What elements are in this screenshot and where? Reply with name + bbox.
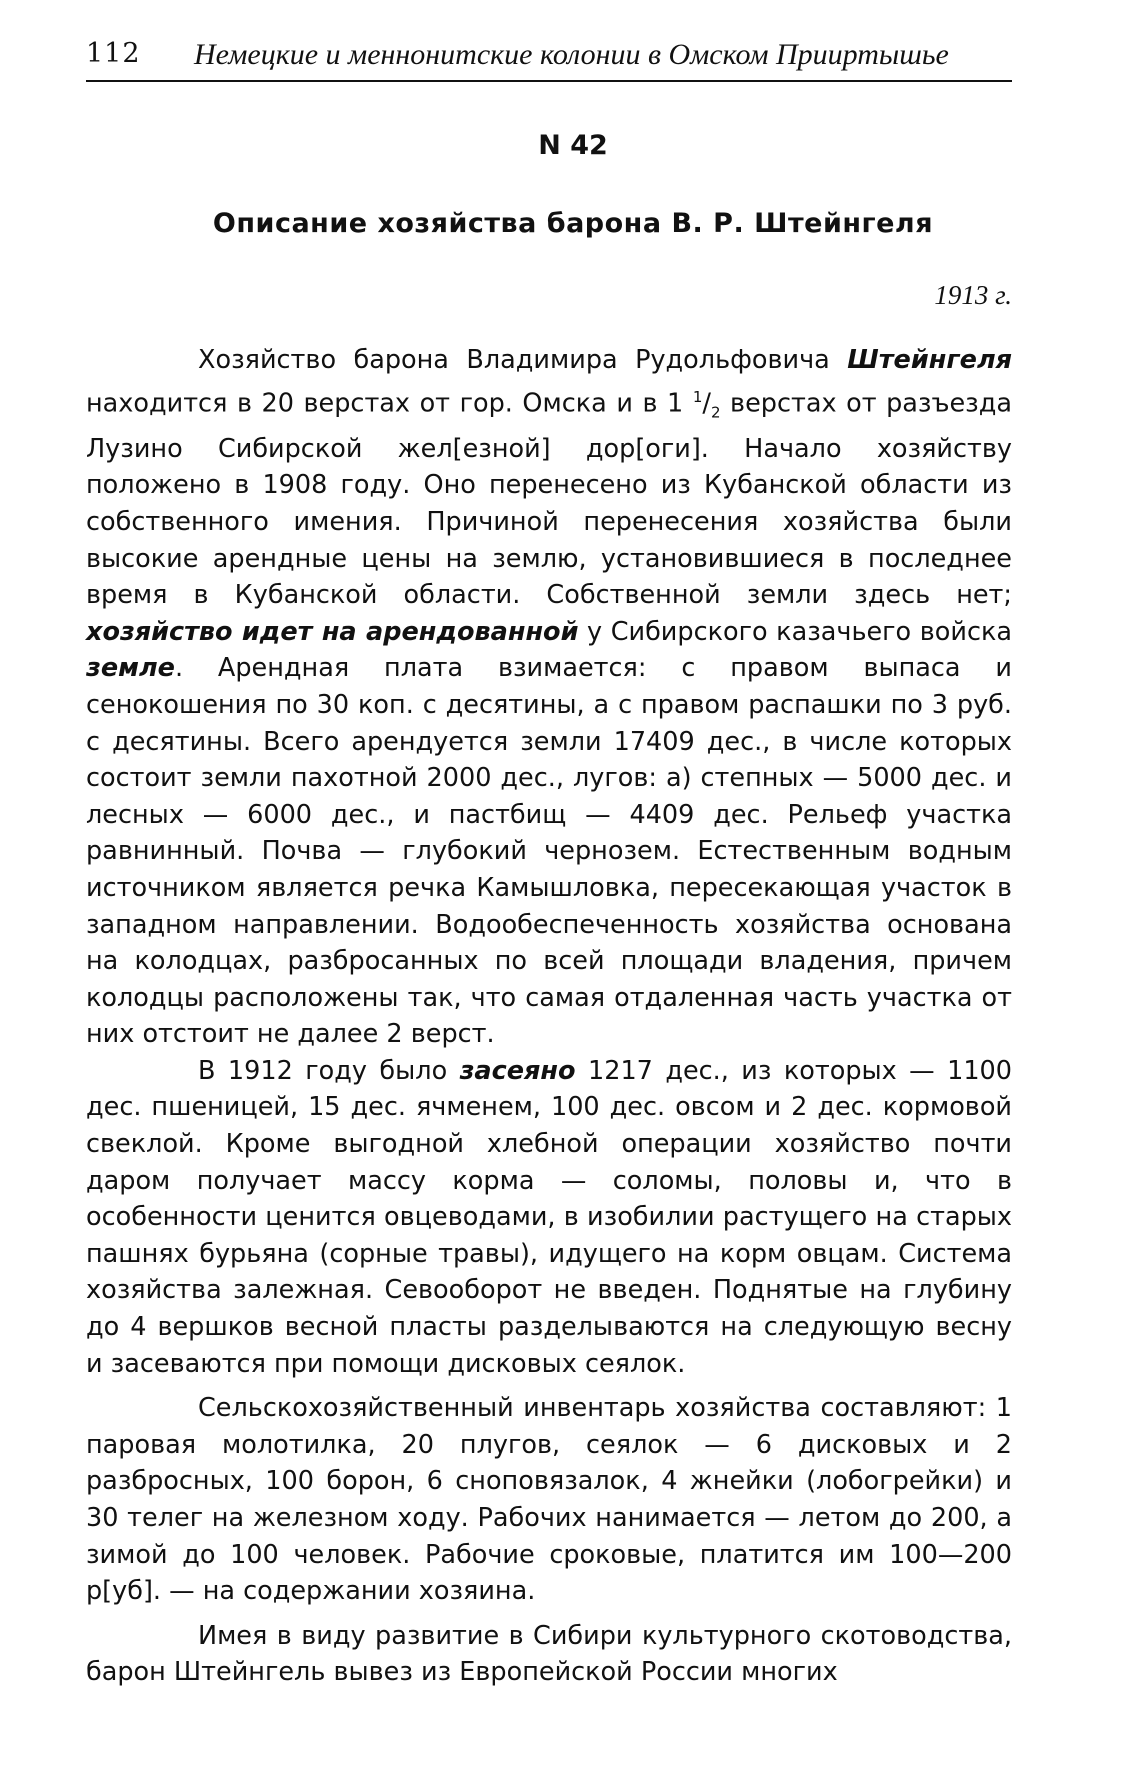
document-date: 1913 г.	[934, 280, 1012, 310]
document-title: Описание хозяйства барона В. Р. Штейнгеля	[212, 208, 934, 239]
body-text	[86, 342, 1012, 1691]
paragraph-4: Имея в виду развитие в Сибири культурного скотоводства, барон Штейнгель вывез из Европейской России многих	[86, 1620, 1012, 1688]
running-header	[86, 34, 1012, 82]
fraction-numerator: 1	[692, 387, 703, 406]
paragraph-2: В 1912 году было засеяно 1217 дес., из которых — 1100 дес. пшеницей, 15 дес. ячменем, 100 дес. овсом и 2 дес. кормовой свеклой. Кроме выгодной хлебной операции хозяйство почти даром получает массу корма — соломы, половы и, что в особенности ценится овцеводами, в изобилии растущего на старых пашнях бурьяна (сорные травы), идущего на корм овцам. Система хозяйства залежная. Севооборот не введен. Поднятые на глубину до 4 вершков весной пласты разделываются на следующую весну и засеваются при помощи дисковых сеялок.	[86, 1055, 1012, 1379]
emphasis-zemle: земле	[86, 653, 175, 684]
emphasis-arendovannoy: хозяйство идет на арендованной	[86, 616, 579, 647]
paragraph-1: Хозяйство барона Владимира Рудольфовича Штейнгеля находится в 20 верстах от гор. Омска и в 1 $^1/_2$ верстах от разъезда Лузино Сибирской жел[езной] дор[оги]. Начало хозяйству положено в 1908 году. Оно перенесено из Кубанской области из собственного имения. Причиной перенесения хозяйства были высокие арендные цены на землю, установившиеся в последнее время в Кубанской области. Собственной земли здесь нет; хозяйство идет на арендованной у Сибирского казачьего войска земле. Арендная плата взимается: с правом выпаса и сенокошения по 30 коп. с десятины, а с правом распашки по 3 руб. с десятины. Всего арендуется земли 17409 дес., в числе которых состоит земли пахотной 2000 дес., лугов: а) степных — 5000 дес. и лесных — 6000 дес., и пастбищ — 4409 дес. Рельеф участка равнинный. Почва — глубокий чернозем. Естественным водным источником является речка Камышловка, пересекающая участок в западном направлении. Водообеспеченность хозяйства основана на колодцах, разбросанных по всей площади владения, причем колодцы расположены так, что самая отдаленная часть участка от них отстоит не далее 2 верст.	[86, 345, 1012, 1050]
emphasis-zaseyano: засеяно	[459, 1055, 576, 1086]
running-title: Немецкие и меннонитские колонии в Омском Прииртышье	[194, 38, 949, 71]
fraction-denominator: 2	[710, 403, 721, 422]
page-number: 112	[86, 38, 141, 69]
document-number: N 42	[538, 130, 608, 161]
paragraph-3: Сельскохозяйственный инвентарь хозяйства составляют: 1 паровая молотилка, 20 плугов, сеялок — 6 дисковых и 2 разбросных, 100 борон, 6 сноповязалок, 4 жнейки (лобогрейки) и 30 телег на железном ходу. Рабочих нанимается — летом до 200, а зимой до 100 человек. Рабочие сроковые, платится им 100—200 р[уб]. — на содержании хозяина.	[86, 1393, 1012, 1607]
emphasis-surname: Штейнгеля	[847, 345, 1012, 375]
